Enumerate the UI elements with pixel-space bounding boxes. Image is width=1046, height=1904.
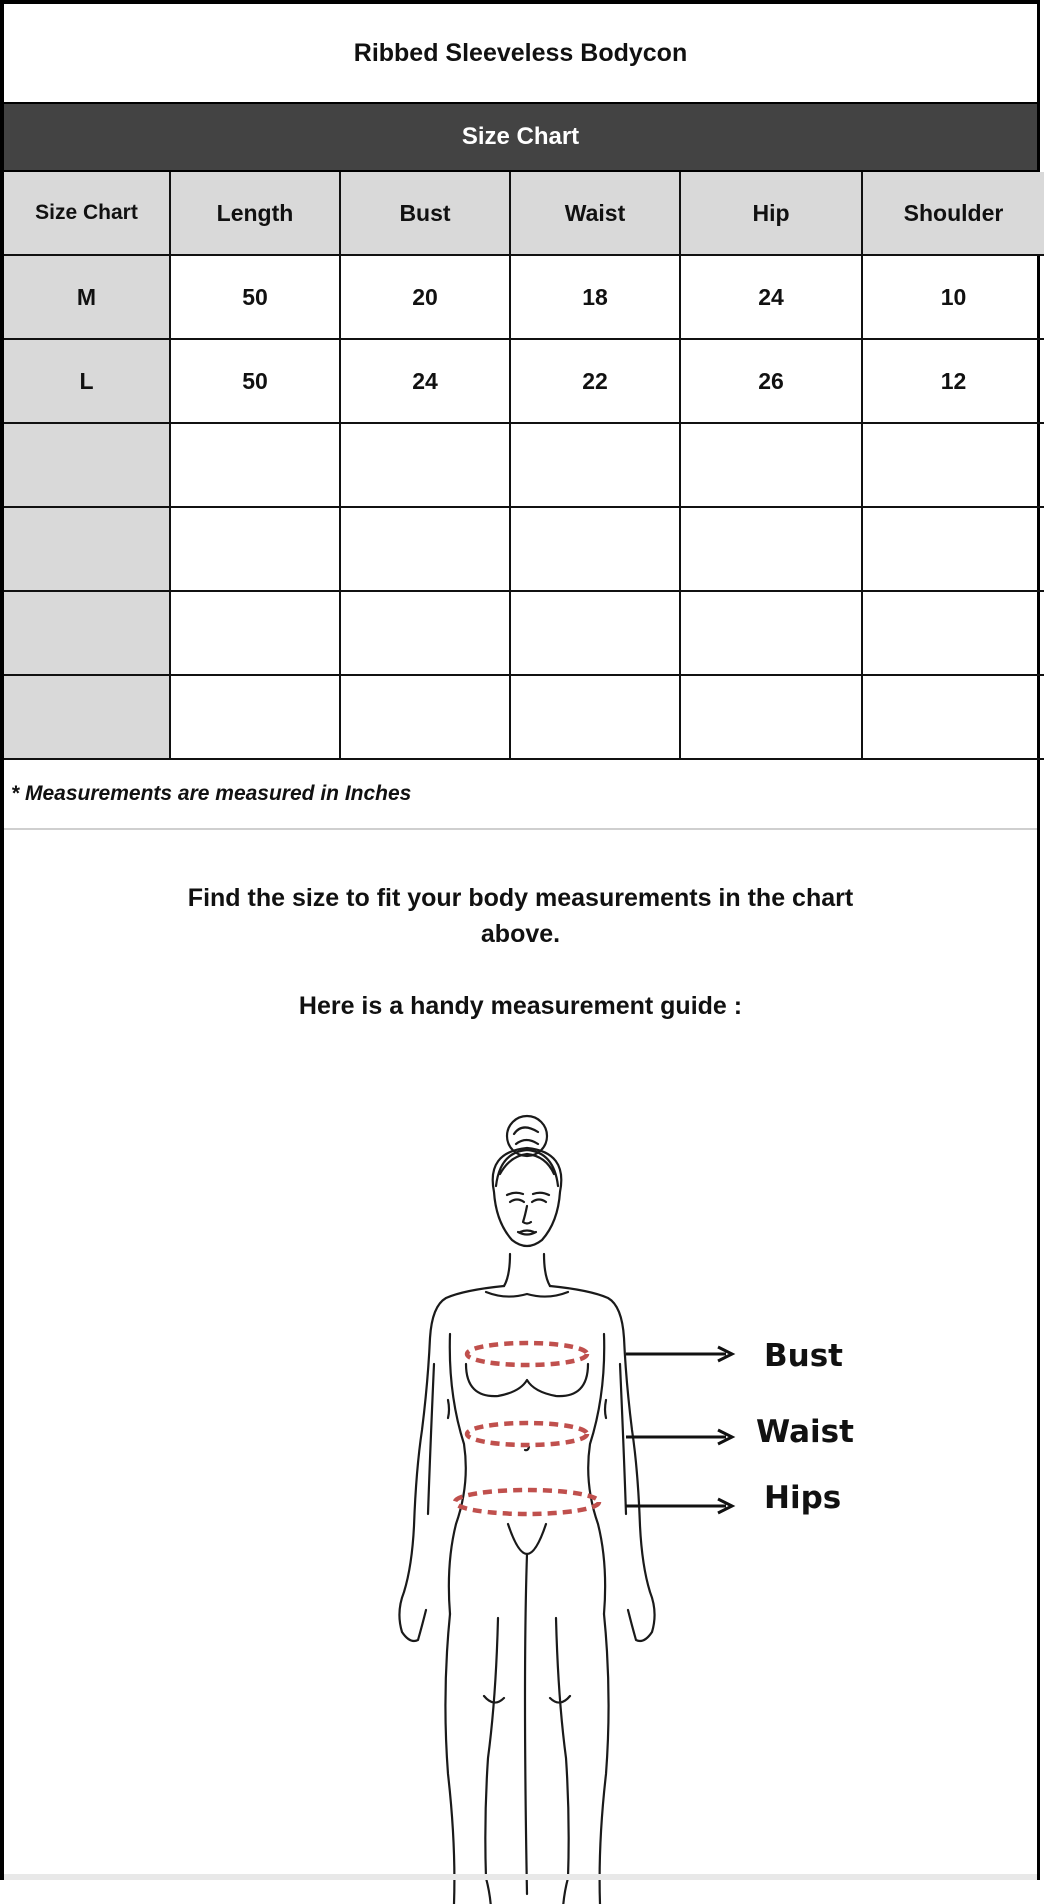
- left-arm: [399, 1286, 504, 1641]
- hip-measure-line: [455, 1490, 599, 1514]
- bust-cell: 24: [340, 339, 510, 423]
- waist-cell: [510, 507, 680, 591]
- size-cell: [4, 507, 170, 591]
- hip-cell: [680, 675, 862, 759]
- waist-measure-line: [467, 1423, 587, 1445]
- size-cell: L: [4, 339, 170, 423]
- size-cell: [4, 675, 170, 759]
- column-header-length: Length: [170, 172, 340, 255]
- table-row: [4, 255, 1044, 339]
- length-cell: [170, 675, 340, 759]
- hips-label: Hips: [764, 1480, 842, 1516]
- hip-cell: 26: [680, 339, 862, 423]
- torso-right: [588, 1334, 605, 1614]
- bust-measure-line: [467, 1343, 587, 1365]
- column-header-shoulder: Shoulder: [862, 172, 1044, 255]
- size-chart-header: Size Chart: [4, 104, 1037, 172]
- table-row: [4, 423, 1044, 507]
- table-row: [4, 507, 1044, 591]
- right-arm: [550, 1286, 655, 1641]
- measurement-lines: [455, 1343, 599, 1514]
- measurement-guide-figure: [4, 1064, 1044, 1904]
- shoulder-cell: [862, 423, 1044, 507]
- table-header-row: [4, 172, 1044, 255]
- hip-cell: [680, 507, 862, 591]
- column-header-waist: Waist: [510, 172, 680, 255]
- length-cell: [170, 423, 340, 507]
- bust-cell: [340, 675, 510, 759]
- measure-labels: [756, 1338, 854, 1516]
- hip-cell: [680, 423, 862, 507]
- bust-label: Bust: [764, 1338, 843, 1374]
- mouth: [518, 1231, 536, 1235]
- shoulder-cell: [862, 507, 1044, 591]
- size-cell: M: [4, 255, 170, 339]
- bust-cell: [340, 423, 510, 507]
- waist-cell: 22: [510, 339, 680, 423]
- size-cell: [4, 591, 170, 675]
- length-cell: 50: [170, 255, 340, 339]
- column-header-bust: Bust: [340, 172, 510, 255]
- length-cell: [170, 507, 340, 591]
- hip-cell: 24: [680, 255, 862, 339]
- product-title: Ribbed Sleeveless Bodycon: [4, 4, 1037, 104]
- measurement-unit-note: * Measurements are measured in Inches: [4, 760, 1037, 830]
- right-leg: [556, 1614, 609, 1904]
- waist-cell: [510, 675, 680, 759]
- length-cell: [170, 591, 340, 675]
- hip-cell: [680, 591, 862, 675]
- waist-cell: [510, 423, 680, 507]
- eyes: [510, 1200, 546, 1203]
- guide-heading: Here is a handy measurement guide :: [298, 992, 743, 1020]
- table-row: [4, 591, 1044, 675]
- size-table: [4, 172, 1044, 760]
- waist-label: Waist: [756, 1414, 854, 1450]
- guide-text: [4, 880, 1037, 1024]
- table-row: [4, 339, 1044, 423]
- arrows: [626, 1347, 732, 1513]
- neck: [504, 1254, 550, 1286]
- bust-cell: 20: [340, 255, 510, 339]
- size-cell: [4, 423, 170, 507]
- body-illustration: [4, 1064, 1044, 1904]
- shoulder-cell: [862, 675, 1044, 759]
- length-cell: 50: [170, 339, 340, 423]
- bottom-divider: [4, 1874, 1037, 1880]
- left-leg: [445, 1614, 498, 1904]
- knees: [484, 1696, 570, 1703]
- waist-cell: 18: [510, 255, 680, 339]
- shoulder-cell: [862, 591, 1044, 675]
- waist-cell: [510, 591, 680, 675]
- shoulder-cell: 12: [862, 339, 1044, 423]
- guide-intro: Find the size to fit your body measurements in the chart above.: [187, 884, 854, 948]
- bust-cell: [340, 507, 510, 591]
- table-row: [4, 675, 1044, 759]
- column-header-size: Size Chart: [4, 172, 170, 255]
- bust-lines: [466, 1364, 588, 1396]
- torso-left: [449, 1334, 466, 1614]
- shoulder-cell: 10: [862, 255, 1044, 339]
- bust-cell: [340, 591, 510, 675]
- column-header-hip: Hip: [680, 172, 862, 255]
- body-outline: [399, 1116, 654, 1904]
